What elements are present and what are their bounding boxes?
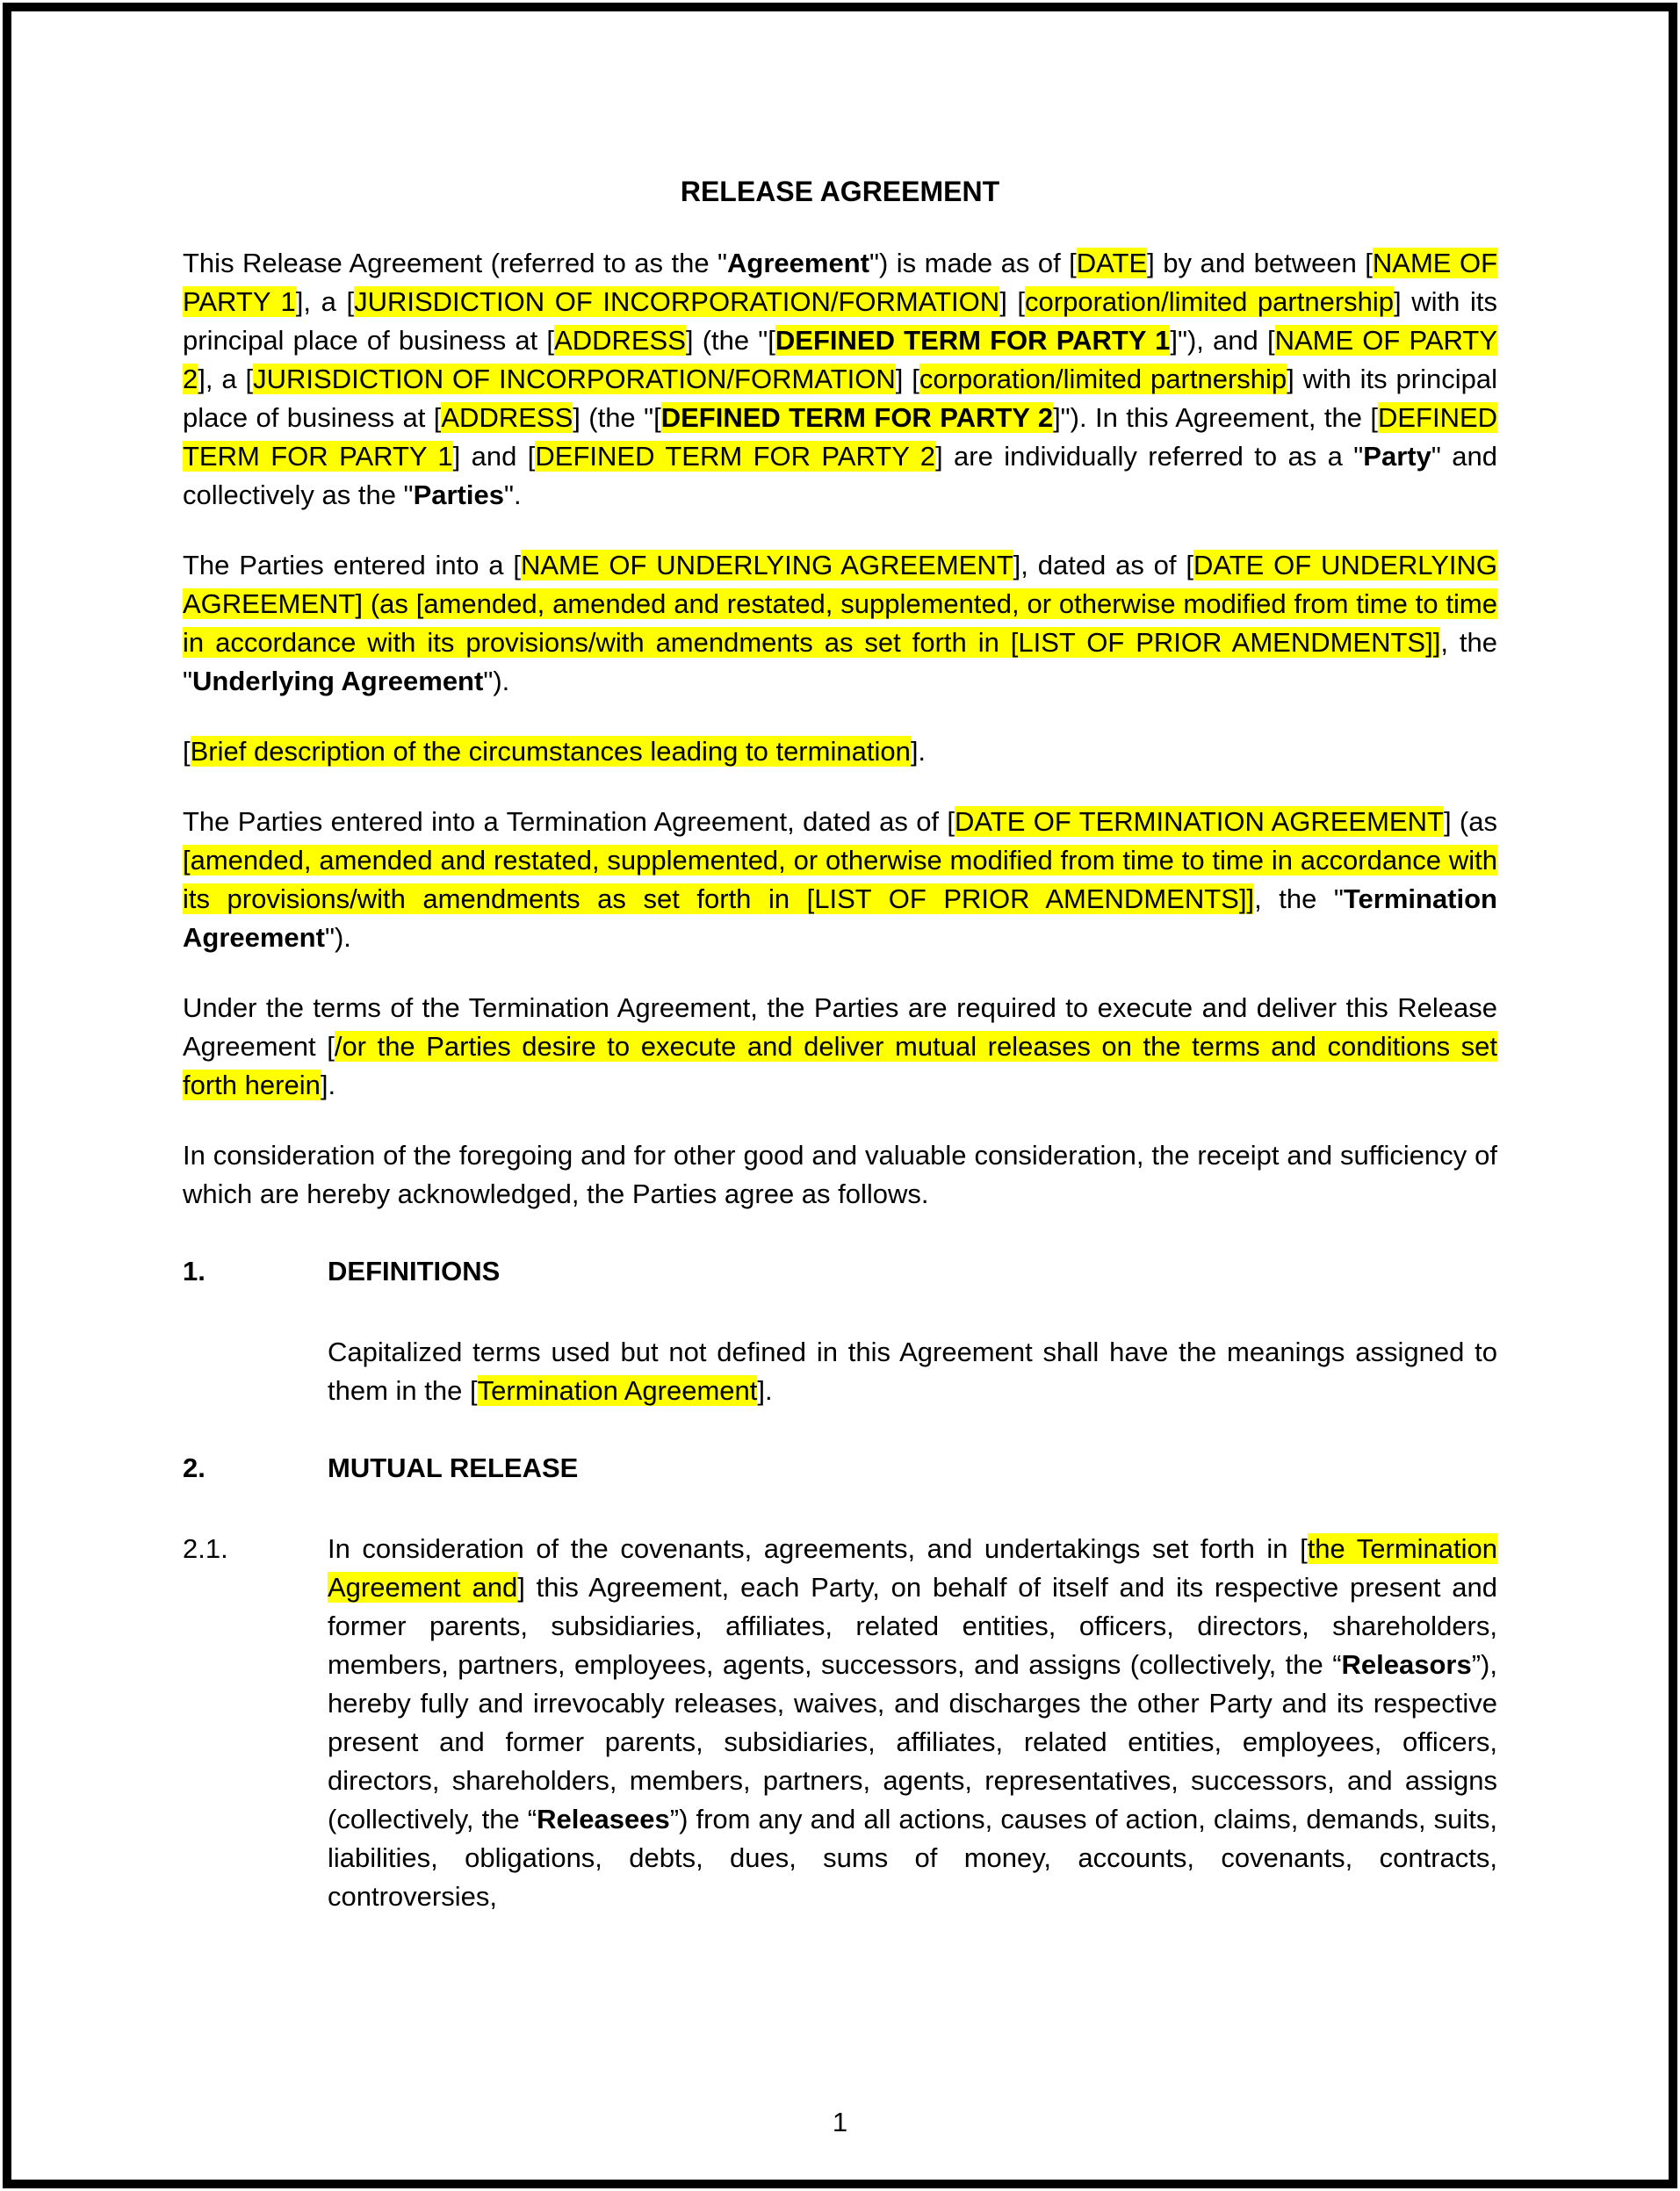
text-run: ] (the "[ [685,325,775,356]
section-number: 1. [183,1256,205,1286]
text-run: Underlying Agreement [192,666,484,696]
placeholder-highlight: ADDRESS [441,402,573,433]
placeholder-highlight: DEFINED TERM FOR PARTY 2 [535,441,935,472]
document-title: RELEASE AGREEMENT [680,176,1000,207]
placeholder-highlight: corporation/limited partnership [919,364,1287,394]
placeholder-highlight: Termination Agreement [477,1375,758,1406]
text-run: ] with its principal place of business at [ [183,286,1498,356]
placeholder-highlight: DEFINED TERM FOR PARTY 1 [775,325,1171,356]
text-run: ]"). In this Agreement, the [ [1053,402,1378,433]
section-title: DEFINITIONS [328,1256,501,1286]
text-run: Party [1363,441,1431,472]
paragraph [183,1136,1497,1214]
text-run: ]. [320,1070,336,1100]
text-run: In consideration of the covenants, agreements, and undertakings set forth in [ [328,1533,1308,1564]
paragraph [183,732,1497,771]
placeholder-highlight: the Termination Agreement and [328,1533,1497,1603]
section-number: 2. [183,1452,205,1483]
text-run: ]. [910,736,927,767]
numbered-paragraph [183,1530,1497,1916]
placeholder-highlight: /or the Parties desire to execute and deliver mutual releases on the terms and conditions set forth herein [183,1031,1497,1100]
text-run: The Parties entered into a Termination Agreement, dated as of [ [183,806,955,837]
text-run: ] (as [1443,806,1497,837]
indented-paragraph [328,1333,1497,1410]
text-run: Under the terms of the Termination Agreement, the Parties are required to execute and deliver this Release Agreement [ [183,992,1497,1062]
placeholder-highlight: NAME OF PARTY 1 [183,248,1497,317]
text-run: Parties [413,479,504,510]
paragraph [183,989,1497,1105]
text-run: Agreement [727,248,869,278]
text-run: "). [324,922,351,953]
placeholder-highlight: NAME OF PARTY 2 [183,325,1497,394]
document-body [183,172,1497,1916]
text-run: Termination Agreement [183,883,1497,953]
placeholder-highlight: [amended, amended and restated, supplemented, or otherwise modified from time to time in accordance with its provisions/with amendments as set forth in [LIST OF PRIOR AMENDMENTS]] [183,845,1497,914]
text-run: ], dated as of [ [1013,550,1193,580]
text-run: ". [503,479,522,510]
text-run: Capitalized terms used but not defined in this Agreement shall have the meanings assigned to them in the [ [328,1337,1497,1406]
clause-number: 2.1. [183,1533,228,1564]
text-run: " and collectively as the " [183,441,1497,510]
placeholder-highlight: DATE OF UNDERLYING AGREEMENT] (as [amended, amended and restated, supplemented, or otherwise modified from time to time in accordance with its provisions/with amendments as set forth in [LIST OF PRIOR AMENDMENTS]] [183,550,1497,658]
placeholder-highlight: JURISDICTION OF INCORPORATION/FORMATION [354,286,1000,317]
placeholder-highlight: NAME OF UNDERLYING AGREEMENT [520,550,1013,580]
text-run: ] this Agreement, each Party, on behalf of itself and its respective present and former parents, subsidiaries, affiliates, related entities, officers, directors, shareholders, members, partners, employees, agents, successors, and assigns (collectively, the “ [328,1572,1497,1680]
text-run: ] by and between [ [1147,248,1373,278]
paragraph [183,244,1497,515]
text-run: ] with its principal place of business at [ [183,364,1498,433]
text-run: "). [483,666,510,696]
text-run: ") is made as of [ [869,248,1077,278]
text-run: Releasors [1341,1649,1472,1680]
text-run: ] are individually referred to as a " [935,441,1364,472]
placeholder-highlight: DEFINED TERM FOR PARTY 1 [183,402,1498,472]
placeholder-highlight: DATE [1076,248,1148,278]
text-run: [ [183,736,191,767]
text-run: ]"), and [ [1170,325,1275,356]
text-run: ]. [757,1375,773,1406]
section-heading [183,1252,1497,1291]
placeholder-highlight: JURISDICTION OF INCORPORATION/FORMATION [253,364,896,394]
text-run: ”), hereby fully and irrevocably releases, waives, and discharges the other Party and its respective present and former parents, subsidiaries, affiliates, related entities, employees, officers, directors, shareholders, members, partners, agents, representatives, successors, and assigns (collectively, the “ [328,1649,1497,1834]
text-run: ] (the "[ [573,402,661,433]
text-run: ], a [ [295,286,355,317]
text-run: The Parties entered into a [ [183,550,521,580]
page-number: 1 [832,2107,848,2137]
text-run: ] [ [999,286,1026,317]
placeholder-highlight: DATE OF TERMINATION AGREEMENT [955,806,1444,837]
paragraph [183,803,1497,957]
placeholder-highlight: corporation/limited partnership [1025,286,1395,317]
placeholder-highlight: ADDRESS [554,325,686,356]
placeholder-highlight: Brief description of the circumstances leading to termination [190,736,911,767]
text-run: This Release Agreement (referred to as the " [183,248,728,278]
section-heading [183,1449,1497,1488]
text-run: ], a [ [198,364,254,394]
text-run: ] [ [895,364,919,394]
paragraph-text [328,1533,1497,1912]
text-run: ”) from any and all actions, causes of action, claims, demands, suits, liabilities, obligations, debts, dues, sums of money, accounts, covenants, contracts, controversies, [328,1804,1497,1912]
text-run: , the " [1254,883,1344,914]
text-run: , the " [183,627,1497,696]
text-run: ] and [ [452,441,536,472]
text-run: Releasees [537,1804,670,1834]
text-run: In consideration of the foregoing and for other good and valuable consideration, the receipt and sufficiency of which are hereby acknowledged, the Parties agree as follows. [183,1140,1497,1209]
paragraph [183,546,1497,701]
section-title: MUTUAL RELEASE [328,1452,579,1483]
placeholder-highlight: DEFINED TERM FOR PARTY 2 [660,402,1054,433]
